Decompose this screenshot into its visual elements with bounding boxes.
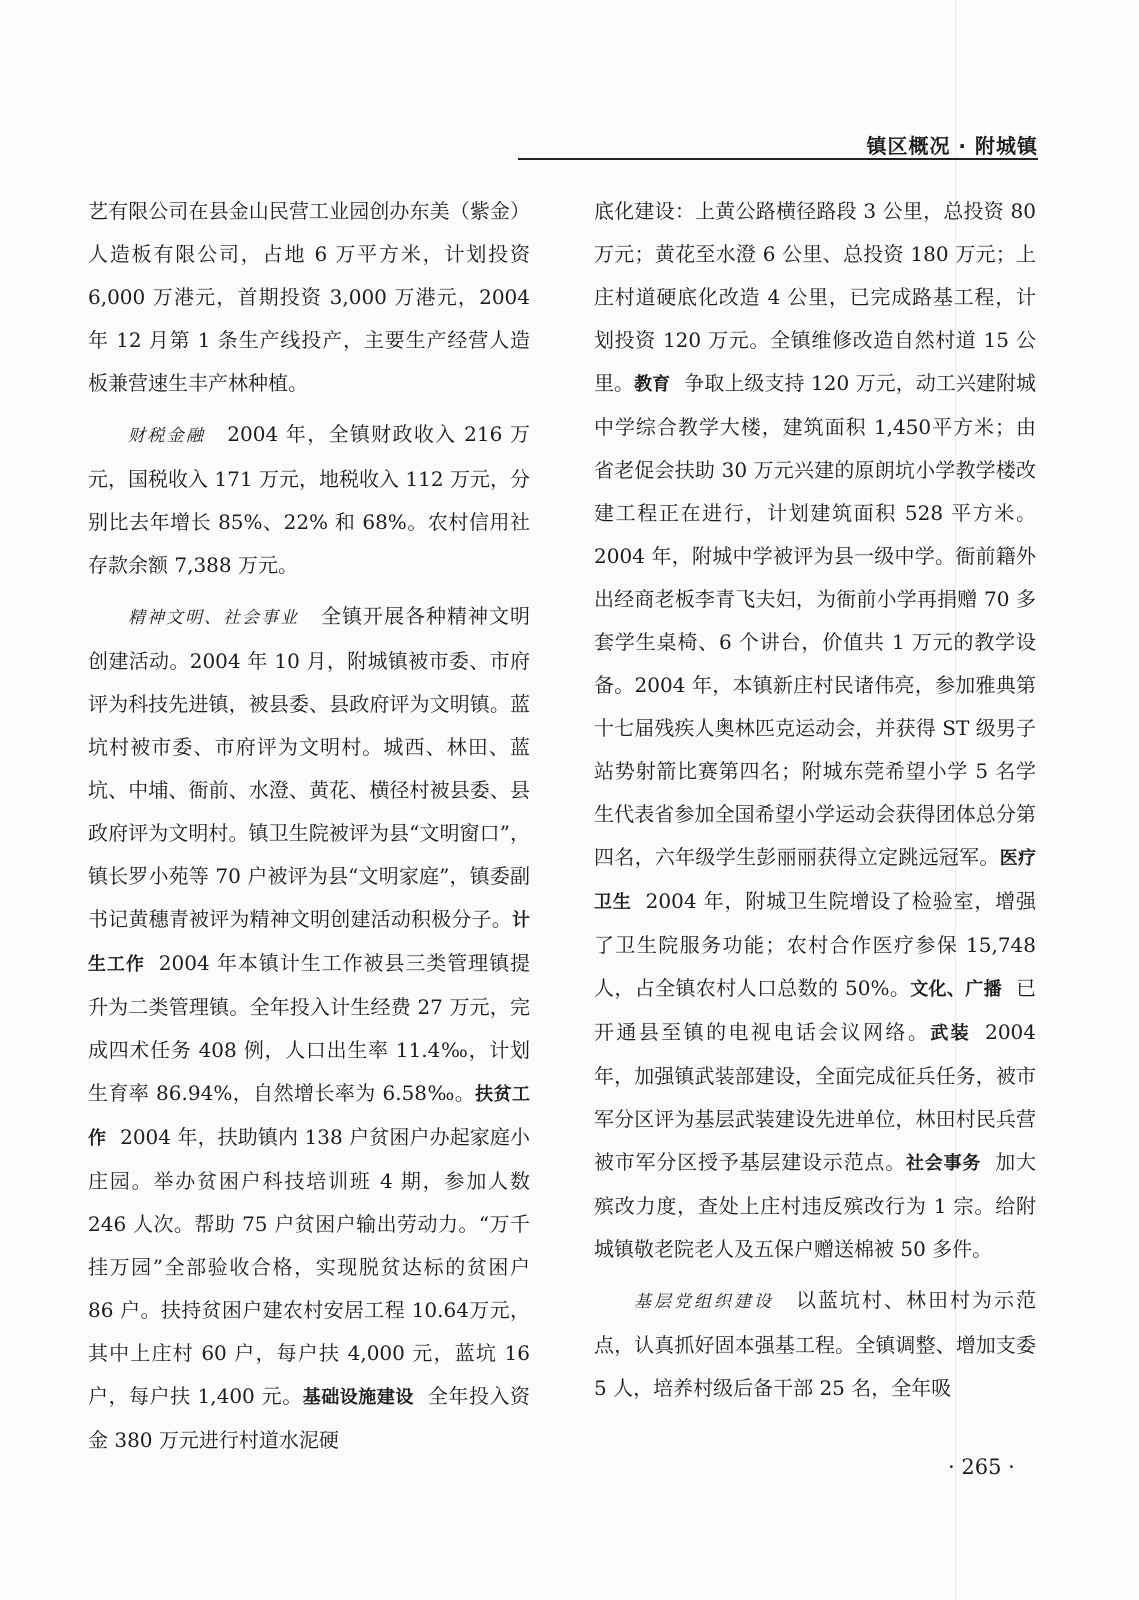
- paragraph-company: 艺有限公司在县金山民营工业园创办东美（紫金）人造板有限公司，占地 6 万平方米，计划投资 6,000 万港元，首期投资 3,000 万港元，2004 年 12 月第 1 条生产线投产，主要生产经营人造板兼营速生丰产林种植。: [88, 199, 530, 395]
- paragraph-party: 基层党组织建设 以蓝坑村、林田村为示范点，认真抓好固本强基工程。全镇调整、增加支委 5 人，培养村级后备干部 25 名，全年吸: [594, 1288, 1036, 1400]
- subheading-health: 医疗卫生: [594, 848, 1037, 913]
- paragraph-roads-education: 底化建设：上黄公路横径路段 3 公里，总投资 80 万元；黄花至水澄 6 公里、总投资 180 万元；上庄村道硬底化改造 4 公里，已完成路基工程，计划投资 120 万元。全镇维修改造自然村道 15 公里。教育 争取上级支持 120 万元，动工兴建附城中学综合教学大楼，建筑面积 1,450平方米；由省老促会扶助 30 万元兴建的原朗坑小学教学楼改建工程正在进行，计划建筑面积 528 平方米。2004 年，附城中学被评为县一级中学。衙前籍外出经商老板李青飞夫妇，为衙前小学再捐赠 70 多套学生桌椅、6 个讲台，价值共 1 万元的教学设备。2004 年，本镇新庄村民诸伟亮，参加雅典第十七届残疾人奥林匹克运动会，并获得 ST 级男子站势射箭比赛第四名；附城东莞希望小学 5 名学生代表省参加全国希望小学运动会获得团体总分第四名，六年级学生彭丽丽获得立定跳远冠军。医疗卫生 2004 年，附城卫生院增设了检验室，增强了卫生院服务功能；农村合作医疗参保 15,748 人，占全镇农村人口总数的 50%。文化、广播 已开通县至镇的电视电话会议网络。武装 2004 年，加强镇武装部建设，全面完成征兵任务，被市军分区评为基层武装建设先进单位，林田村民兵营被市军分区授予基层建设示范点。社会事务 加大殡改力度，查处上庄村违反殡改行为 1 宗。给附城镇敬老院老人及五保户赠送棉被 50 多件。: [594, 199, 1037, 1261]
- section-heading-civilization: 精神文明、社会事业: [128, 608, 299, 628]
- subheading-social-affairs: 社会事务: [906, 1153, 982, 1174]
- section-heading-party: 基层党组织建设: [634, 1292, 774, 1312]
- subheading-culture: 文化、广播: [910, 979, 1002, 1000]
- header-title: 镇区概况 · 附城镇: [866, 134, 1038, 158]
- page-number: · 265 ·: [948, 1455, 1015, 1479]
- subheading-family-planning: 计生工作: [88, 910, 530, 975]
- subheading-poverty: 扶贫工作: [88, 1084, 531, 1149]
- subheading-military: 武装: [930, 1023, 972, 1044]
- header-rule: [518, 158, 1038, 160]
- paragraph-civilization: 精神文明、社会事业 全镇开展各种精神文明创建活动。2004 年 10 月，附城镇被市委、市府评为科技先进镇，被县委、县政府评为文明镇。蓝坑村被市委、市府评为文明村。城西、林田、蓝坑、中埔、衙前、水澄、黄花、横径村被县委、县政府评为文明村。镇卫生院被评为县“文明窗口”，镇长罗小苑等 70 户被评为县“文明家庭”，镇委副书记黄穗青被评为精神文明创建活动积极分子。计生工作 2004 年本镇计生工作被县三类管理镇提升为二类管理镇。全年投入计生经费 27 万元，完成四术任务 408 例，人口出生率 11.4‰，计划生育率 86.94%，自然增长率为 6.58‰。扶贫工作 2004 年，扶助镇内 138 户贫困户办起家庭小庄园。举办贫困户科技培训班 4 期，参加人数 246 人次。帮助 75 户贫困户输出劳动力。“万千挂万园”全部验收合格，实现脱贫达标的贫困户 86 户。扶持贫困户建农村安居工程 10.64万元，其中上庄村 60 户，每户扶 4,000 元，蓝坑 16 户，每户扶 1,400 元。基础设施建设 全年投入资金 380 万元进行村道水泥硬: [88, 604, 531, 1452]
- subheading-infrastructure: 基础设施建设: [302, 1387, 414, 1408]
- section-heading-finance: 财税金融: [128, 426, 206, 446]
- subheading-education: 教育: [634, 374, 671, 395]
- left-column: [88, 190, 530, 1462]
- right-column: [594, 190, 1036, 1410]
- paragraph-finance: 财税金融 2004 年，全镇财政收入 216 万元，国税收入 171 万元，地税收入 112 万元，分别比去年增长 85%、22% 和 68%。农村信用社存款余额 7,388 万元。: [88, 422, 530, 577]
